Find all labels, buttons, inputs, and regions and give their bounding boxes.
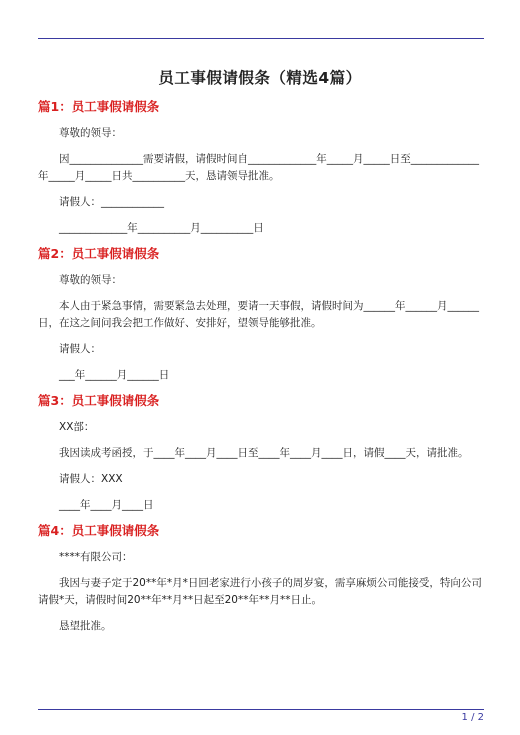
section-heading: 篇1：员工事假请假条 [38,99,160,114]
section-1 [38,98,484,237]
salutation: XX部： [59,421,95,433]
date-line: ___年______月______日 [59,369,170,381]
section-4 [38,522,484,635]
salutation: 尊敬的领导： [59,127,122,139]
body-paragraph: 因______________需要请假，请假时间自_____________年_____月_____日至_____________年_____月_____日共__________天，恳请领导批准。 [38,153,479,182]
section-2 [38,245,484,384]
document-body [38,98,484,635]
footer-rule [38,709,484,710]
document-title: 员工事假请假条（精选4篇） [158,69,362,87]
signature-line: 请假人：XXX [59,473,123,485]
page-number: 1 / 2 [461,712,484,723]
signature-line: 请假人：____________ [59,196,164,208]
date-line: ____年____月____日 [59,499,154,511]
date-line: _____________年__________月__________日 [59,222,264,234]
closing-line: 恳望批准。 [59,620,112,632]
salutation: 尊敬的领导： [59,274,122,286]
body-paragraph: 我因读成考函授，于____年____月____日至____年____月____日，请假____天，请批准。 [59,447,469,459]
body-paragraph: 本人由于紧急事情，需要紧急去处理，要请一天事假，请假时间为______年______月______日，在这之间问我会把工作做好、安排好，望领导能够批准。 [38,300,479,329]
section-heading: 篇4：员工事假请假条 [38,523,160,538]
body-paragraph: 我因与妻子定于20**年*月*日回老家进行小孩子的周岁宴，需享麻烦公司能接受，特向公司请假*天，请假时间20**年**月**日起至20**年**月**日止。 [38,577,482,606]
header-rule [38,38,484,39]
signature-line: 请假人： [59,343,101,355]
section-heading: 篇3：员工事假请假条 [38,393,160,408]
section-3 [38,392,484,514]
section-heading: 篇2：员工事假请假条 [38,246,160,261]
salutation: ****有限公司： [59,551,133,563]
